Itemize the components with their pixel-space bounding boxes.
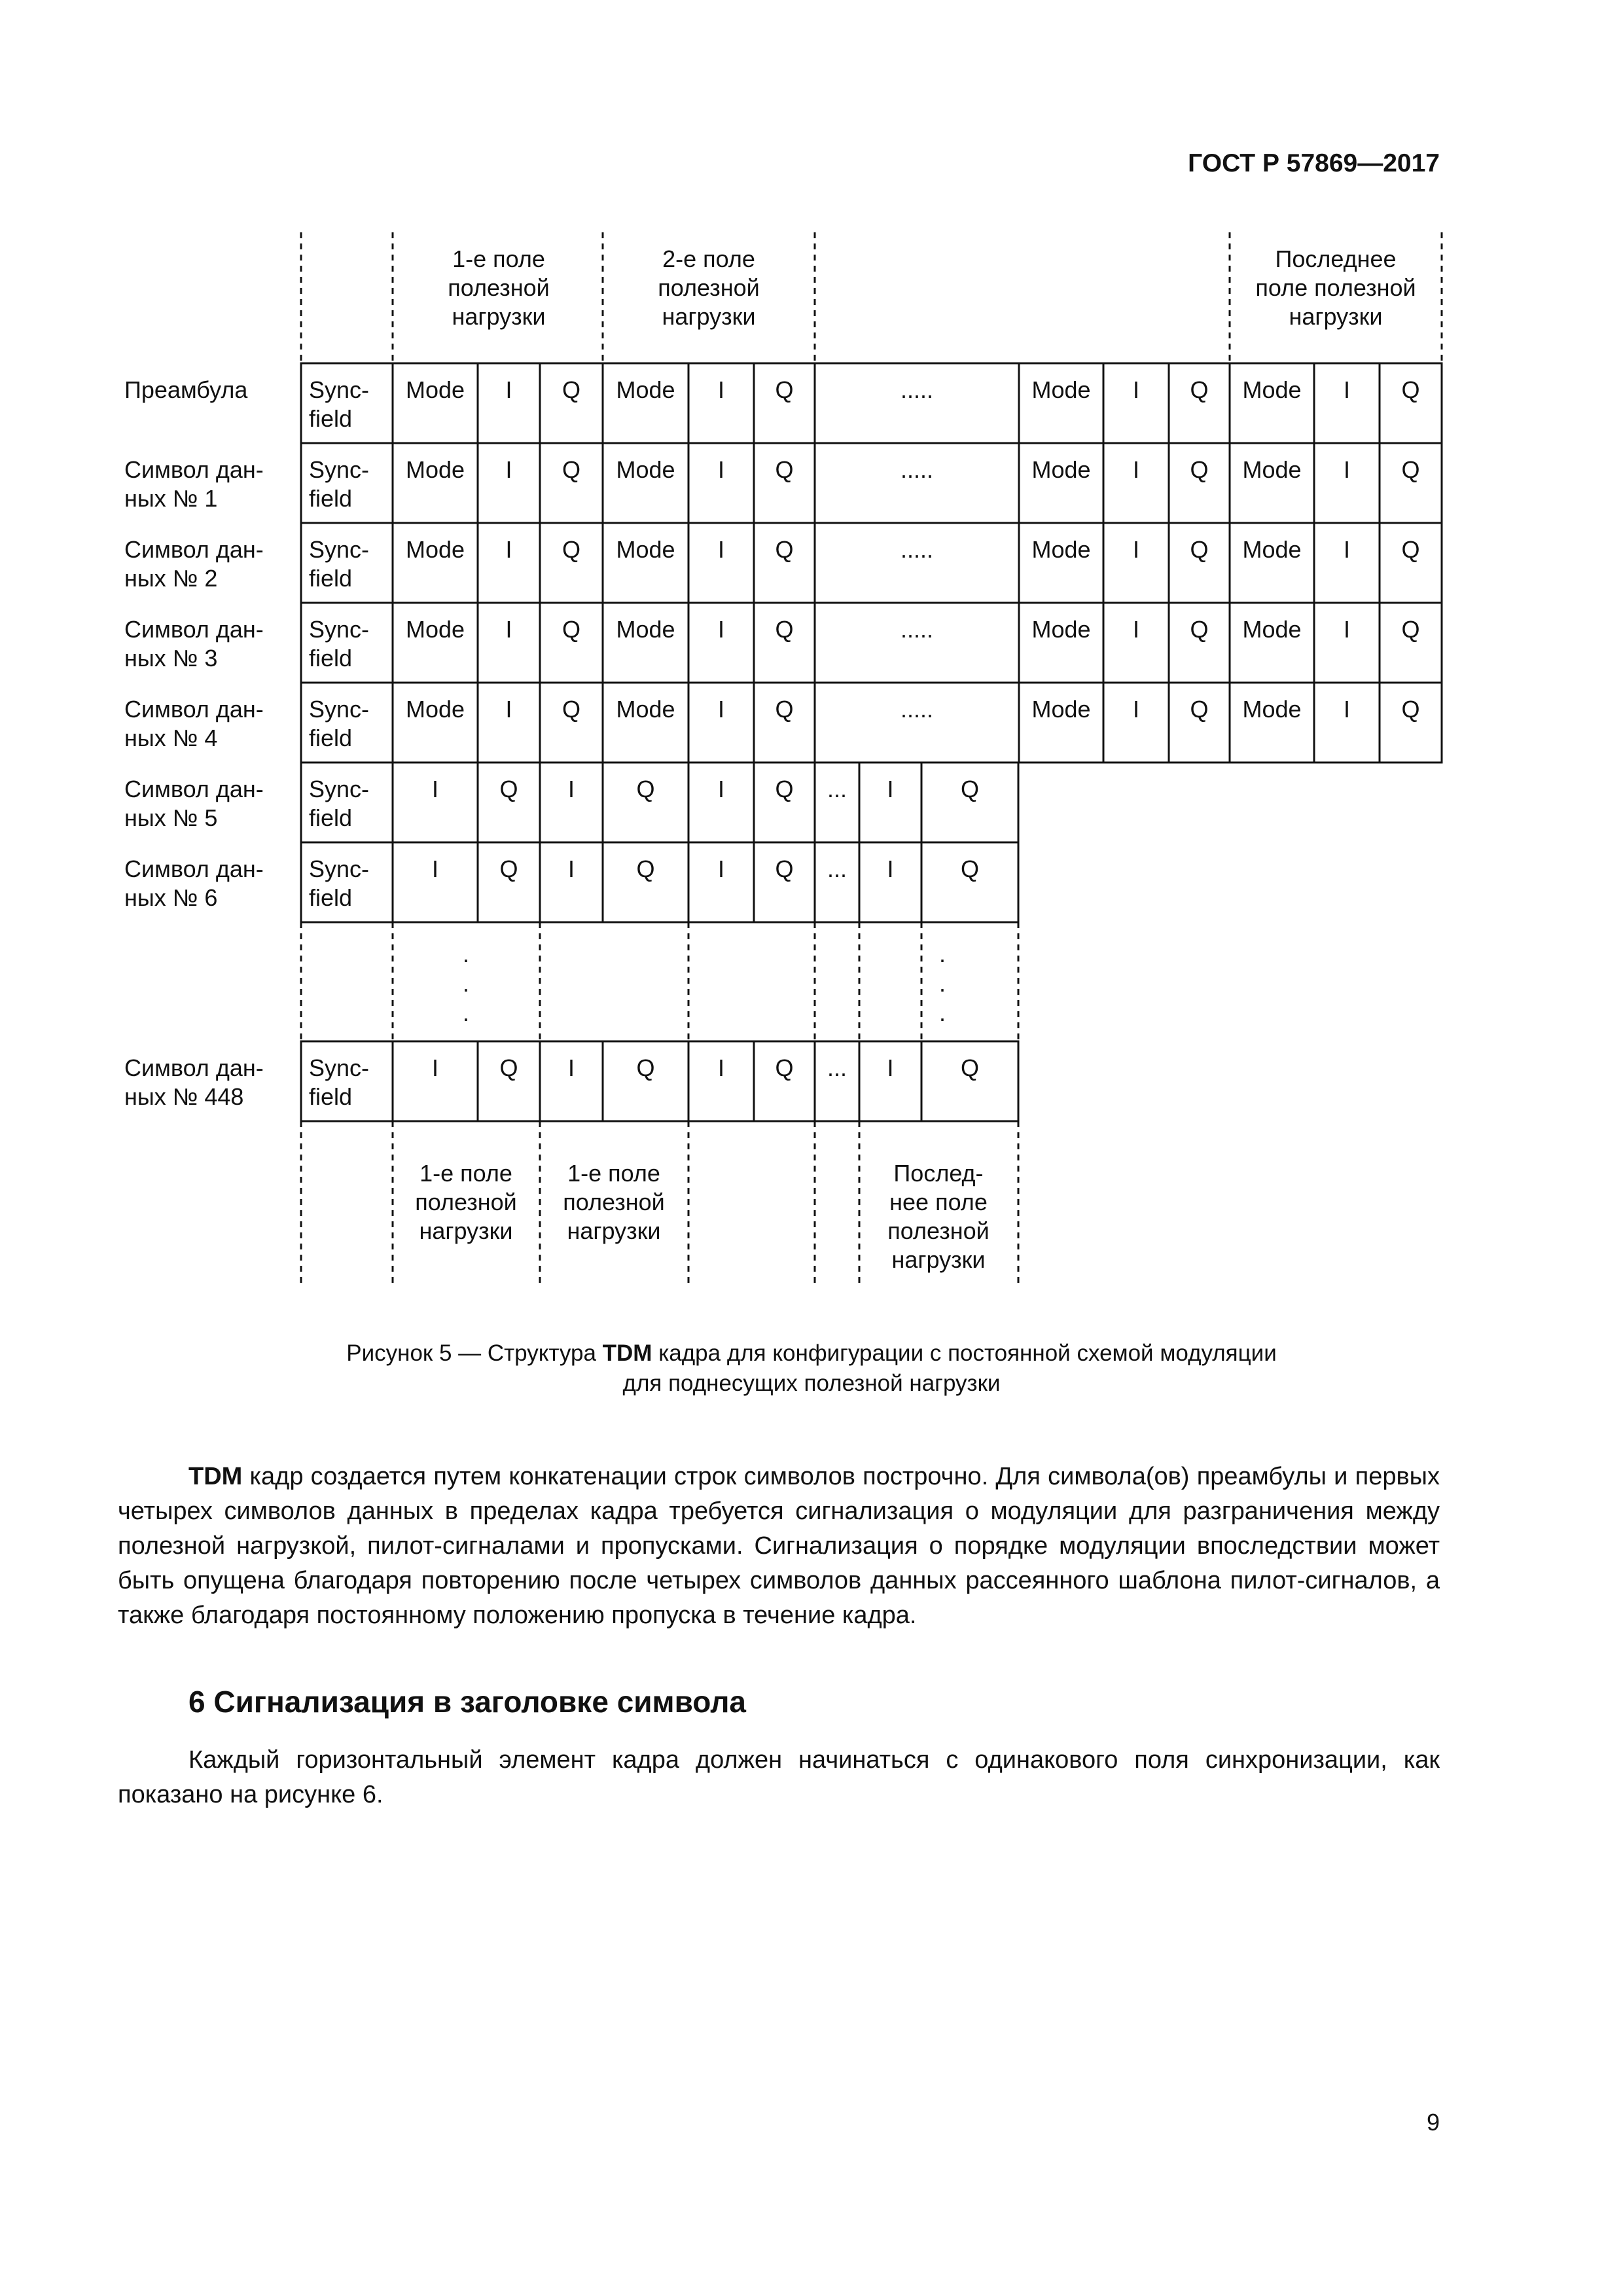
bottom-payload-label: Послед- (893, 1160, 984, 1187)
vertical-dots: . (938, 970, 946, 997)
paragraph-sync: Каждый горизонтальный элемент кадра должен начинаться с одинакового поля синхронизации, как показано на рисунке 6. (118, 1746, 1440, 1808)
row-label: Символ дан- (124, 616, 264, 643)
row-label: Символ дан- (124, 696, 264, 723)
sync-field-label: Sync- (309, 616, 370, 643)
page-number: 9 (1426, 2109, 1440, 2136)
figure-caption (118, 1338, 1505, 1399)
cell-label: Q (1401, 456, 1420, 483)
top-payload-label: нагрузки (1289, 303, 1383, 330)
cell-label: Q (1401, 536, 1420, 563)
sync-field-label: Sync- (309, 776, 370, 802)
cell-label: ..... (900, 456, 934, 483)
row-label: ных № 2 (124, 565, 218, 592)
cell-label: I (505, 536, 512, 563)
top-payload-label: полезной (448, 274, 550, 301)
top-payload-label: поле полезной (1255, 274, 1416, 301)
cell-label: Q (775, 776, 794, 802)
cell-label: Q (960, 1054, 980, 1081)
cell-label: I (1343, 616, 1351, 643)
cell-label: I (567, 855, 575, 882)
cell-label: ... (827, 855, 847, 882)
cell-label: Mode (405, 456, 465, 483)
cell-label: I (717, 376, 725, 403)
cell-label: Q (499, 855, 518, 882)
cell-label: I (717, 776, 725, 802)
cell-label: I (717, 536, 725, 563)
cell-label: I (717, 855, 725, 882)
cell-label: ..... (900, 616, 934, 643)
cell-label: Q (562, 536, 581, 563)
cell-label: I (505, 456, 512, 483)
cell-label: I (567, 776, 575, 802)
row-label: Символ дан- (124, 536, 264, 563)
cell-label: Mode (1031, 536, 1091, 563)
cell-label: I (1132, 536, 1140, 563)
top-payload-label: нагрузки (662, 303, 756, 330)
sync-field-label: field (309, 1083, 353, 1110)
bottom-payload-label: полезной (563, 1189, 665, 1215)
sync-field-label: Sync- (309, 376, 370, 403)
cell-label: Q (775, 376, 794, 403)
cell-label: I (1132, 456, 1140, 483)
sync-field-label: field (309, 804, 353, 831)
cell-label: Q (775, 1054, 794, 1081)
sync-field-label: field (309, 725, 353, 751)
cell-label: I (717, 696, 725, 723)
row-label: Символ дан- (124, 855, 264, 882)
mode-row-box (301, 363, 1442, 443)
cell-label: Q (499, 1054, 518, 1081)
top-payload-label: 2-е поле (662, 245, 755, 272)
cell-label: ... (827, 1054, 847, 1081)
section-heading: 6 Сигнализация в заголовке символа (188, 1685, 747, 1719)
sync-field-label: Sync- (309, 696, 370, 723)
cell-label: I (431, 776, 439, 802)
cell-label: ..... (900, 376, 934, 403)
cell-label: Q (960, 776, 980, 802)
cell-label: Mode (1242, 536, 1302, 563)
cell-label: I (717, 1054, 725, 1081)
row-label: ных № 1 (124, 485, 218, 512)
cell-label: Q (562, 696, 581, 723)
cell-label: I (505, 696, 512, 723)
cell-label: Mode (616, 456, 675, 483)
sync-field-label: field (309, 884, 353, 911)
row-label: Символ дан- (124, 776, 264, 802)
row-label: ных № 6 (124, 884, 218, 911)
row-label: ных № 5 (124, 804, 218, 831)
sync-field-label: Sync- (309, 456, 370, 483)
document-code: ГОСТ Р 57869—2017 (1188, 149, 1440, 177)
cell-label: Q (960, 855, 980, 882)
mode-row-box (301, 443, 1442, 523)
cell-label: Q (1401, 376, 1420, 403)
bottom-payload-label: полезной (887, 1217, 990, 1244)
bottom-payload-label: 1-е поле (419, 1160, 512, 1187)
bottom-payload-label: нагрузки (891, 1246, 986, 1273)
row-label: ных № 3 (124, 645, 218, 672)
cell-label: Mode (1031, 456, 1091, 483)
bottom-payload-label: полезной (415, 1189, 517, 1215)
cell-label: Q (562, 616, 581, 643)
cell-label: Mode (1242, 616, 1302, 643)
cell-label: Mode (1242, 456, 1302, 483)
cell-label: Mode (1031, 616, 1091, 643)
cell-label: Q (775, 855, 794, 882)
cell-label: I (717, 616, 725, 643)
cell-label: Mode (1242, 376, 1302, 403)
cell-label: Q (636, 1054, 655, 1081)
caption-line-1: Рисунок 5 — Структура TDM кадра для конфигурации с постоянной схемой модуляции (346, 1340, 1277, 1366)
cell-label: Q (636, 855, 655, 882)
cell-label: I (1343, 376, 1351, 403)
top-payload-label: полезной (658, 274, 760, 301)
cell-label: Q (775, 456, 794, 483)
bottom-payload-label: нагрузки (567, 1217, 661, 1244)
vertical-dots: . (462, 970, 470, 997)
cell-label: Q (1190, 376, 1209, 403)
cell-label: I (1343, 456, 1351, 483)
iq-row-box (301, 842, 1018, 922)
top-payload-label: 1-е поле (452, 245, 545, 272)
paragraph-tdm: TDM кадр создается путем конкатенации строк символов построчно. Для символа(ов) преамбулы и первых четырех символов данных в пределах кадра требуется сигнализация о модуляции для разграничения между полезной нагрузкой, пилот-сигналами и пропусками. Сигнализация о порядке модуляции впоследствии может быть опущена благодаря повторению после четырех символов данных рассеянного шаблона пилот-сигналов, а также благодаря постоянному положению пропуска в течение кадра. (118, 1463, 1440, 1629)
cell-label: I (1132, 696, 1140, 723)
top-payload-label: нагрузки (452, 303, 546, 330)
cell-label: Mode (405, 696, 465, 723)
top-payload-label: Последнее (1275, 245, 1397, 272)
vertical-dots: . (938, 999, 946, 1026)
mode-row-box (301, 603, 1442, 683)
vertical-dots: . (462, 999, 470, 1026)
sync-field-label: Sync- (309, 536, 370, 563)
caption-line-2: для поднесущих полезной нагрузки (622, 1371, 1001, 1396)
row-label: ных № 448 (124, 1083, 244, 1110)
mode-row-box (301, 683, 1442, 762)
cell-label: I (505, 616, 512, 643)
cell-label: Mode (616, 536, 675, 563)
row-label: Преамбула (124, 376, 248, 403)
cell-label: I (505, 376, 512, 403)
cell-label: I (1343, 536, 1351, 563)
row-label: ных № 4 (124, 725, 218, 751)
cell-label: Mode (616, 616, 675, 643)
mode-row-box (301, 523, 1442, 603)
cell-label: I (887, 1054, 894, 1081)
iq-row-box (301, 762, 1018, 842)
cell-label: I (887, 855, 894, 882)
row-label: Символ дан- (124, 456, 264, 483)
cell-label: I (1132, 376, 1140, 403)
cell-label: I (717, 456, 725, 483)
iq-row-box (301, 1041, 1018, 1121)
cell-label: Mode (405, 616, 465, 643)
cell-label: Q (775, 616, 794, 643)
cell-label: Mode (405, 536, 465, 563)
sync-field-label: field (309, 645, 353, 672)
cell-label: Mode (1031, 696, 1091, 723)
cell-label: Q (499, 776, 518, 802)
cell-label: Q (775, 536, 794, 563)
cell-label: Mode (616, 376, 675, 403)
sync-field-label: Sync- (309, 855, 370, 882)
cell-label: I (567, 1054, 575, 1081)
cell-label: Q (1190, 616, 1209, 643)
cell-label: Q (636, 776, 655, 802)
cell-label: Mode (616, 696, 675, 723)
cell-label: ... (827, 776, 847, 802)
cell-label: Q (562, 376, 581, 403)
cell-label: Q (1401, 696, 1420, 723)
bottom-payload-label: нее поле (889, 1189, 988, 1215)
cell-label: I (887, 776, 894, 802)
cell-label: Q (1190, 536, 1209, 563)
cell-label: Q (1401, 616, 1420, 643)
cell-label: Q (1190, 456, 1209, 483)
cell-label: ..... (900, 536, 934, 563)
cell-label: I (1343, 696, 1351, 723)
sync-field-label: Sync- (309, 1054, 370, 1081)
sync-field-label: field (309, 565, 353, 592)
vertical-dots: . (462, 941, 470, 967)
cell-label: I (1132, 616, 1140, 643)
vertical-dots: . (938, 941, 946, 967)
sync-field-label: field (309, 405, 353, 432)
row-label: Символ дан- (124, 1054, 264, 1081)
cell-label: I (431, 1054, 439, 1081)
cell-label: I (431, 855, 439, 882)
cell-label: Mode (405, 376, 465, 403)
bottom-payload-label: нагрузки (419, 1217, 513, 1244)
cell-label: Mode (1242, 696, 1302, 723)
cell-label: Q (775, 696, 794, 723)
cell-label: Mode (1031, 376, 1091, 403)
cell-label: Q (562, 456, 581, 483)
cell-label: Q (1190, 696, 1209, 723)
sync-field-label: field (309, 485, 353, 512)
cell-label: ..... (900, 696, 934, 723)
bottom-payload-label: 1-е поле (567, 1160, 660, 1187)
